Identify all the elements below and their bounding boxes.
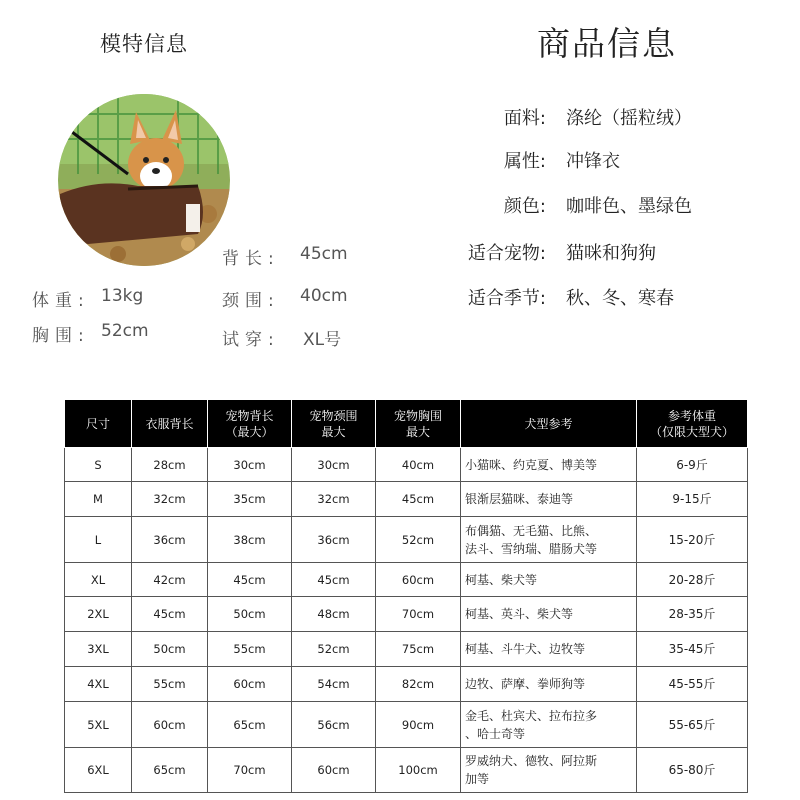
model-info-title: 模特信息: [100, 32, 188, 56]
size-table-body: [65, 448, 748, 793]
table-row: [65, 597, 748, 632]
model-neck-label: 颈围:: [222, 291, 280, 311]
cell-reference-weight: 9-15斤: [637, 482, 748, 517]
cell-garment-back-length: 28cm: [132, 448, 208, 482]
cell-pet-chest: 100cm: [376, 748, 461, 793]
model-back-length-label: 背长:: [222, 249, 280, 269]
cell-size: 2XL: [65, 597, 132, 632]
cell-reference-weight: 65-80斤: [637, 748, 748, 793]
cell-pet-back-length: 35cm: [208, 482, 292, 517]
cell-pet-chest: 90cm: [376, 702, 461, 748]
cell-garment-back-length: 55cm: [132, 667, 208, 702]
cell-garment-back-length: 60cm: [132, 702, 208, 748]
cell-pet-chest: 70cm: [376, 597, 461, 632]
cell-size: XL: [65, 563, 132, 597]
cell-garment-back-length: 32cm: [132, 482, 208, 517]
cell-size: 6XL: [65, 748, 132, 793]
cell-breed-reference: 小猫咪、约克夏、博美等: [461, 448, 637, 482]
cell-reference-weight: 20-28斤: [637, 563, 748, 597]
cell-reference-weight: 6-9斤: [637, 448, 748, 482]
cell-pet-neck: 32cm: [292, 482, 376, 517]
table-row: [65, 563, 748, 597]
size-table-header-row: [65, 400, 748, 448]
header-pet-neck: 宠物颈围 最大: [292, 400, 376, 448]
cell-reference-weight: 28-35斤: [637, 597, 748, 632]
header-pet-back-length: 宠物背长 （最大）: [208, 400, 292, 448]
cell-pet-back-length: 45cm: [208, 563, 292, 597]
cell-breed-reference: 金毛、杜宾犬、拉布拉多 、哈士奇等: [461, 702, 637, 748]
table-row: [65, 517, 748, 563]
cell-pet-neck: 45cm: [292, 563, 376, 597]
cell-pet-back-length: 55cm: [208, 632, 292, 667]
suitable-pet-value: 猫咪和狗狗: [566, 243, 656, 264]
model-weight-label: 体重:: [32, 291, 90, 311]
attribute-value: 冲锋衣: [566, 151, 620, 172]
cell-garment-back-length: 42cm: [132, 563, 208, 597]
header-size: 尺寸: [65, 400, 132, 448]
model-weight-value: 13kg: [101, 286, 144, 306]
model-tryon-value: XL号: [303, 330, 342, 350]
product-info-title: 商品信息: [537, 24, 677, 63]
suitable-season-label: 适合季节:: [467, 288, 546, 309]
cell-reference-weight: 15-20斤: [637, 517, 748, 563]
fabric-label: 面料:: [503, 108, 546, 129]
cell-breed-reference: 柯基、柴犬等: [461, 563, 637, 597]
suitable-season-value: 秋、冬、寒春: [566, 288, 674, 309]
cell-reference-weight: 45-55斤: [637, 667, 748, 702]
cell-size: 4XL: [65, 667, 132, 702]
table-row: [65, 667, 748, 702]
color-value: 咖啡色、墨绿色: [566, 196, 692, 217]
cell-pet-chest: 45cm: [376, 482, 461, 517]
header-garment-back-length: 衣服背长: [132, 400, 208, 448]
cell-size: L: [65, 517, 132, 563]
model-chest-value: 52cm: [101, 321, 149, 341]
color-label: 颜色:: [503, 196, 546, 217]
cell-pet-back-length: 50cm: [208, 597, 292, 632]
cell-pet-back-length: 30cm: [208, 448, 292, 482]
cell-pet-chest: 75cm: [376, 632, 461, 667]
cell-pet-neck: 48cm: [292, 597, 376, 632]
table-row: [65, 632, 748, 667]
cell-size: M: [65, 482, 132, 517]
attribute-label: 属性:: [503, 151, 546, 172]
cell-pet-chest: 82cm: [376, 667, 461, 702]
size-chart-table: [64, 399, 748, 793]
header-breed-reference: 犬型参考: [461, 400, 637, 448]
cell-reference-weight: 35-45斤: [637, 632, 748, 667]
cell-breed-reference: 柯基、斗牛犬、边牧等: [461, 632, 637, 667]
cell-size: 3XL: [65, 632, 132, 667]
model-chest-label: 胸围:: [32, 326, 90, 346]
cell-breed-reference: 布偶猫、无毛猫、比熊、 法斗、雪纳瑞、腊肠犬等: [461, 517, 637, 563]
cell-pet-neck: 52cm: [292, 632, 376, 667]
cell-pet-chest: 40cm: [376, 448, 461, 482]
model-photo: [58, 94, 230, 266]
cell-garment-back-length: 36cm: [132, 517, 208, 563]
cell-pet-neck: 60cm: [292, 748, 376, 793]
cell-pet-chest: 52cm: [376, 517, 461, 563]
cell-breed-reference: 罗威纳犬、德牧、阿拉斯 加等: [461, 748, 637, 793]
model-back-length-value: 45cm: [300, 244, 348, 264]
model-tryon-label: 试穿:: [222, 330, 280, 350]
table-row: [65, 748, 748, 793]
cell-pet-neck: 30cm: [292, 448, 376, 482]
cell-breed-reference: 柯基、英斗、柴犬等: [461, 597, 637, 632]
cell-garment-back-length: 45cm: [132, 597, 208, 632]
table-row: [65, 482, 748, 517]
suitable-pet-label: 适合宠物:: [467, 243, 546, 264]
fabric-value: 涤纶（摇粒绒）: [566, 108, 692, 129]
cell-pet-back-length: 70cm: [208, 748, 292, 793]
header-reference-weight: 参考体重 （仅限大型犬）: [637, 400, 748, 448]
cell-pet-back-length: 38cm: [208, 517, 292, 563]
cell-garment-back-length: 65cm: [132, 748, 208, 793]
cell-pet-neck: 36cm: [292, 517, 376, 563]
cell-garment-back-length: 50cm: [132, 632, 208, 667]
cell-pet-back-length: 60cm: [208, 667, 292, 702]
cell-pet-back-length: 65cm: [208, 702, 292, 748]
cell-reference-weight: 55-65斤: [637, 702, 748, 748]
cell-breed-reference: 银渐层猫咪、泰迪等: [461, 482, 637, 517]
cell-breed-reference: 边牧、萨摩、拳师狗等: [461, 667, 637, 702]
cell-size: 5XL: [65, 702, 132, 748]
cell-pet-chest: 60cm: [376, 563, 461, 597]
model-neck-value: 40cm: [300, 286, 348, 306]
header-pet-chest: 宠物胸围 最大: [376, 400, 461, 448]
cell-pet-neck: 54cm: [292, 667, 376, 702]
cell-pet-neck: 56cm: [292, 702, 376, 748]
cell-size: S: [65, 448, 132, 482]
table-row: [65, 702, 748, 748]
corgi-photo-illustration: [58, 94, 230, 266]
table-row: [65, 448, 748, 482]
